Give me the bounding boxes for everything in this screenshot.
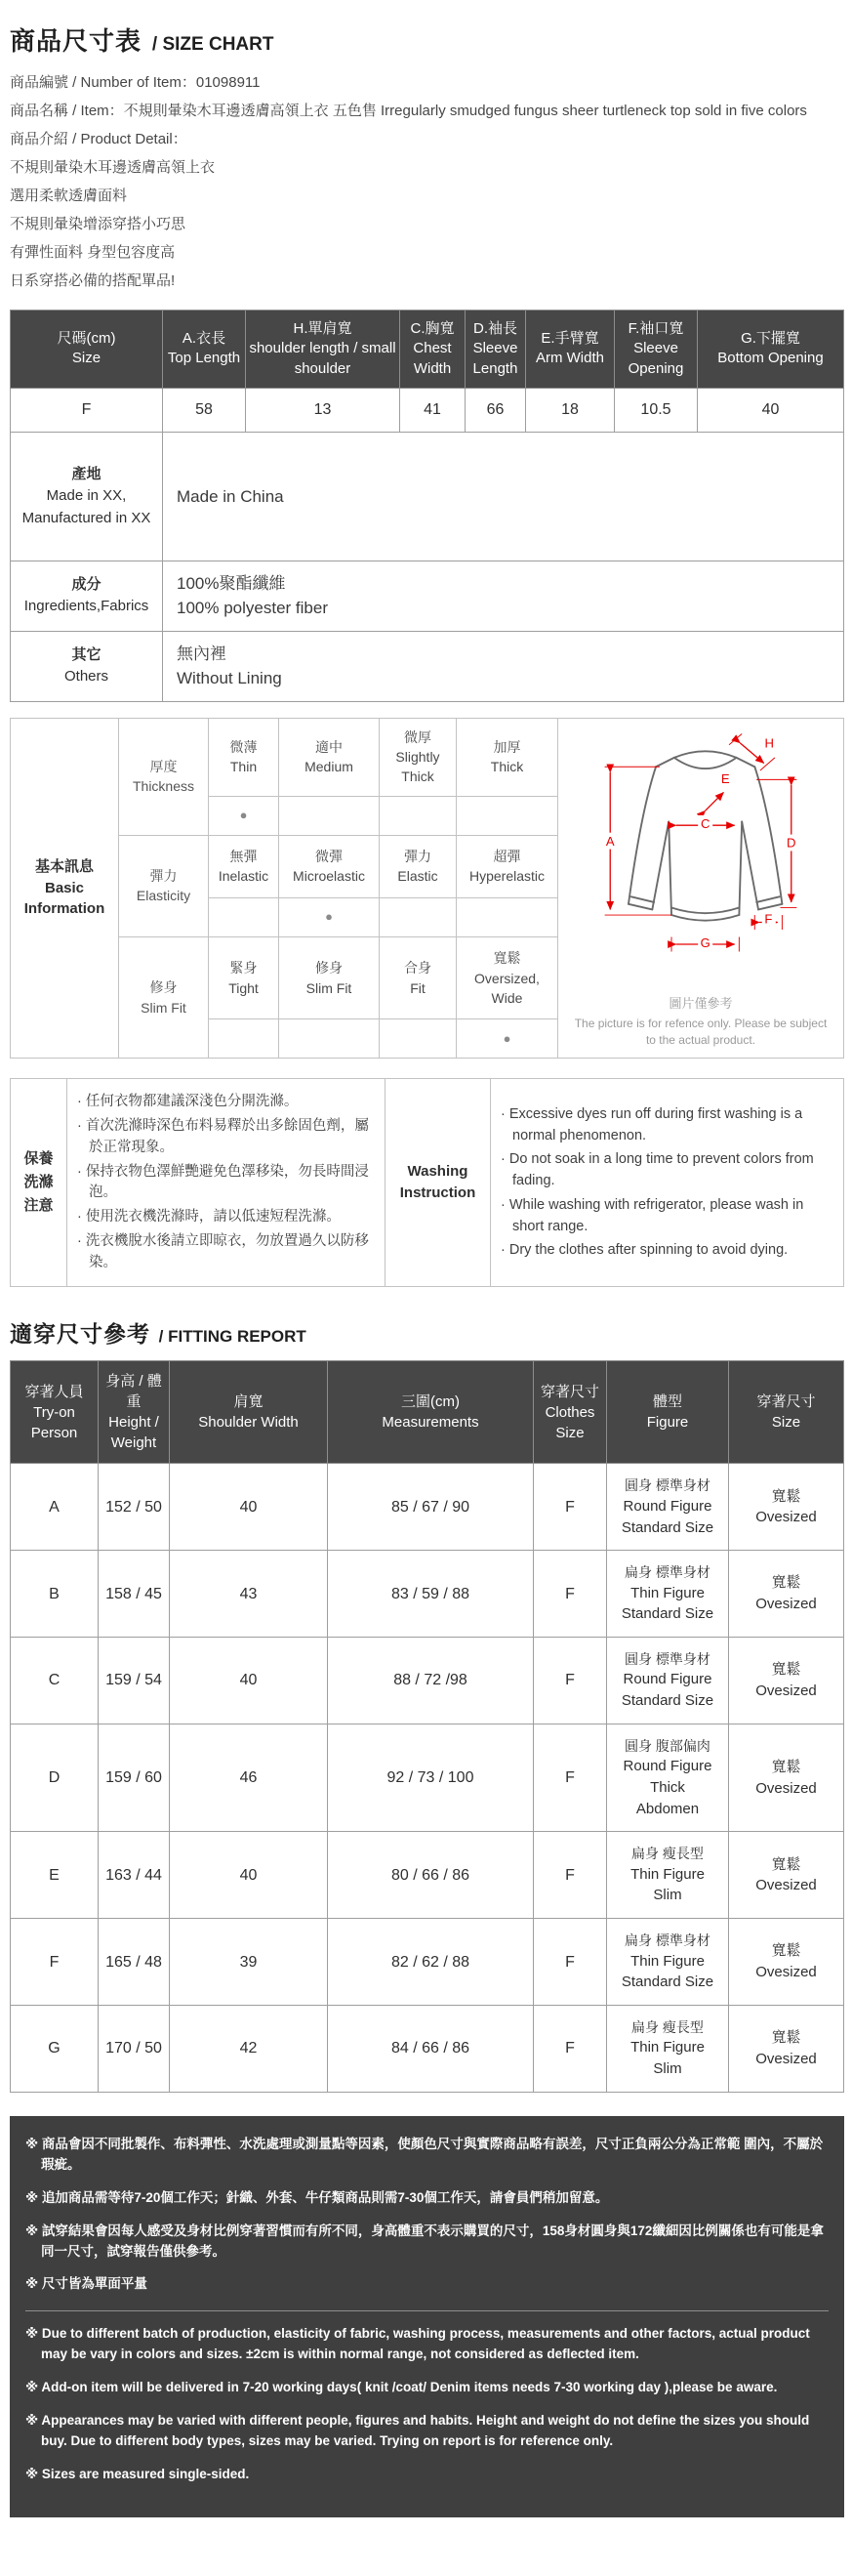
fitting-col-header	[99, 1361, 170, 1464]
label-e: E	[720, 770, 730, 786]
fit-size	[729, 1464, 844, 1551]
fit-en: Ovesized	[755, 1779, 817, 1797]
fabric-value	[163, 561, 844, 631]
shoulder: 46	[170, 1724, 328, 1832]
fitting-title-zh: 適穿尺寸參考	[10, 1321, 150, 1348]
fit-zh: 寬鬆	[771, 1661, 801, 1679]
washing-items-zh	[67, 1079, 385, 1287]
thickness-attr	[119, 718, 209, 835]
elasticity-option	[279, 835, 380, 897]
option-zh: 適中	[315, 738, 343, 755]
height-weight: 152 / 50	[99, 1464, 170, 1551]
product-detail-line: 不規則暈染增添穿搭小巧思	[10, 216, 186, 232]
col-en: Measurements	[382, 1414, 479, 1432]
others-value	[163, 631, 844, 701]
label-f: F	[764, 911, 773, 927]
fitting-row	[11, 1832, 844, 1919]
note-item: ※ 追加商品需等待7-20個工作天；針織、外套、牛仔類商品則需7-30個工作天，請會員們稍加留意。	[25, 2189, 609, 2205]
washing-item: · 洗衣機脫水後請立即晾衣，勿放置過久以防移染。	[77, 1232, 369, 1270]
fabric-label-en: Ingredients,Fabrics	[23, 598, 149, 615]
diagram-caption-zh: 圖片僅參考	[669, 996, 733, 1012]
size-col-header	[615, 311, 698, 389]
option-zh: 微彈	[315, 848, 343, 864]
page-title-en: / SIZE CHART	[151, 34, 274, 55]
figure-en: Round Figure Thick Abdomen	[623, 1758, 712, 1817]
col-zh: E.手臂寬	[541, 330, 599, 348]
fitting-row	[11, 1551, 844, 1638]
item-number-line: 商品編號 / Number of Item：01098911	[10, 74, 261, 91]
fit-dot	[279, 1019, 380, 1059]
fit-en: Ovesized	[755, 1964, 817, 1981]
clothes-size: F	[534, 1638, 607, 1724]
option-zh: 無彈	[229, 848, 258, 864]
clothes-size: F	[534, 1551, 607, 1638]
others-label-en: Others	[63, 668, 108, 686]
shoulder: 43	[170, 1551, 328, 1638]
col-en: Height / Weight	[108, 1414, 159, 1452]
label-d: D	[787, 835, 796, 851]
figure-zh: 扁身 瘦長型	[631, 1846, 704, 1862]
fitting-col-header	[534, 1361, 607, 1464]
figure-en: Thin Figure Standard Size	[621, 1584, 714, 1623]
size-value: 18	[526, 388, 615, 432]
fabric-value-en: 100% polyester fiber	[177, 599, 328, 618]
option-en: Fit	[410, 979, 426, 996]
measurements: 85 / 67 / 90	[328, 1464, 534, 1551]
basic-info-table	[10, 718, 844, 1059]
option-zh: 加厚	[493, 738, 521, 755]
option-zh: 緊身	[229, 960, 258, 976]
figure	[607, 1832, 729, 1919]
col-zh: C.胸寬	[410, 320, 455, 337]
col-zh: 尺碼(cm)	[57, 330, 116, 348]
label-h: H	[764, 735, 775, 751]
elasticity-dot	[457, 897, 558, 936]
option-en: Microelastic	[293, 868, 365, 885]
basic-info-label-en: Basic Information	[23, 879, 105, 918]
option-zh: 超彈	[493, 848, 521, 864]
col-en: Sleeve Opening	[628, 340, 684, 377]
col-en: Clothes Size	[545, 1403, 595, 1441]
shoulder: 39	[170, 1919, 328, 2006]
col-zh: G.下擺寬	[741, 330, 800, 348]
clothes-size: F	[534, 2006, 607, 2093]
fabric-label-zh: 成分	[71, 575, 101, 593]
notes-footer	[10, 2116, 844, 2517]
washing-item: · 使用洗衣機洗滌時，請以低速短程洗滌。	[77, 1209, 341, 1226]
size-table-data-row	[11, 388, 844, 432]
figure	[607, 1919, 729, 2006]
measurements: 92 / 73 / 100	[328, 1724, 534, 1832]
fit-en: Ovesized	[755, 1877, 817, 1894]
fit-option	[209, 936, 279, 1019]
figure	[607, 2006, 729, 2093]
item-name-line: 商品名稱 / Item：不規則暈染木耳邊透膚高領上衣 五色售 Irregularly smudged fungus sheer turtleneck top sold in five colors	[10, 103, 807, 119]
option-zh: 合身	[404, 960, 431, 976]
fitting-col-header	[729, 1361, 844, 1464]
option-en: Medium	[304, 759, 353, 775]
col-en: Size	[771, 1414, 801, 1432]
size-value: 40	[698, 388, 844, 432]
option-en: Inelastic	[218, 868, 269, 885]
label-c: C	[700, 815, 710, 831]
washing-item: · 首次洗滌時深色布料易釋於出多餘固色劑，屬於正常現象。	[77, 1118, 369, 1155]
person: A	[11, 1464, 99, 1551]
notes-zh	[25, 2135, 829, 2296]
notes-en	[25, 2324, 829, 2485]
option-en: Oversized, Wide	[474, 970, 540, 1006]
origin-label-zh: 產地	[71, 465, 101, 482]
label-a: A	[605, 833, 615, 849]
option-zh: 微厚	[404, 728, 431, 745]
attr-zh: 厚度	[149, 758, 178, 774]
washing-item: · 保持衣物色澤鮮艷避免色澤移染，勿長時間浸泡。	[77, 1163, 369, 1201]
attr-en: Slim Fit	[141, 999, 186, 1016]
shoulder: 40	[170, 1832, 328, 1919]
size-col-header	[163, 311, 246, 389]
fitting-row	[11, 1464, 844, 1551]
figure-zh: 扁身 標準身材	[625, 1564, 710, 1581]
note-item: ※ 試穿結果會因每人感受及身材比例穿著習慣而有所不同，身高體重不表示購買的尺寸，158身材圓身與172纖細因比例關係也有可能是拿同一尺寸，試穿報告僅供參考。	[25, 2223, 824, 2259]
figure-zh: 圓身 腹部偏肉	[625, 1737, 710, 1754]
washing-items-en	[491, 1079, 844, 1287]
clothes-size: F	[534, 1724, 607, 1832]
note-item: ※ Due to different batch of production, elasticity of fabric, washing process, measurements and other factors, actual product may be vary in colors and sizes. ±2cm is within normal range, not considered as deflected item.	[25, 2326, 810, 2362]
person: B	[11, 1551, 99, 1638]
diagram-caption-en: The picture is for refence only. Please be subject to the actual product.	[574, 1016, 828, 1047]
thickness-option	[457, 718, 558, 796]
fit-dot: ●	[457, 1019, 558, 1059]
product-info-table	[10, 432, 844, 702]
product-detail-label: 商品介紹 / Product Detail：	[10, 131, 187, 147]
fitting-title-en: / FITTING REPORT	[158, 1327, 306, 1347]
fabric-label	[11, 561, 163, 631]
fitting-row	[11, 2006, 844, 2093]
figure-zh: 扁身 瘦長型	[631, 2019, 704, 2036]
elasticity-option	[457, 835, 558, 897]
page-title	[10, 21, 844, 58]
figure-en: Round Figure Standard Size	[621, 1671, 714, 1710]
size-value: 66	[466, 388, 526, 432]
thickness-dot: ●	[209, 796, 279, 835]
shoulder: 40	[170, 1464, 328, 1551]
fit-zh: 寬鬆	[771, 2029, 801, 2047]
size-table	[10, 310, 844, 433]
product-detail-line: 不規則暈染木耳邊透膚高領上衣	[10, 159, 216, 176]
others-value-en: Without Lining	[177, 669, 282, 688]
fit-en: Ovesized	[755, 1596, 817, 1613]
size-col-header	[698, 311, 844, 389]
elasticity-option	[209, 835, 279, 897]
fit-attr	[119, 936, 209, 1059]
size-value: F	[11, 388, 163, 432]
option-zh: 彈力	[404, 848, 431, 864]
figure-en: Round Figure Standard Size	[621, 1497, 714, 1536]
fabric-value-zh: 100%聚酯纖維	[177, 573, 286, 593]
col-en: Top Length	[167, 350, 241, 367]
fitting-col-header	[328, 1361, 534, 1464]
basic-info-label-zh: 基本訊息	[34, 857, 94, 875]
col-zh: D.袖長	[472, 320, 517, 337]
person: G	[11, 2006, 99, 2093]
notes-divider	[25, 2310, 829, 2311]
origin-label	[11, 432, 163, 561]
fit-zh: 寬鬆	[771, 1855, 801, 1873]
option-en: Hyperelastic	[468, 868, 546, 885]
washing-label-zh-line: 注意	[23, 1197, 54, 1215]
measurements: 84 / 66 / 86	[328, 2006, 534, 2093]
attr-en: Thickness	[132, 778, 195, 795]
figure-zh: 圓身 標準身材	[625, 1477, 710, 1494]
washing-item: · While washing with refrigerator, please wash in short range.	[501, 1196, 804, 1234]
option-en: Elastic	[397, 868, 438, 885]
figure	[607, 1638, 729, 1724]
fit-size	[729, 1638, 844, 1724]
size-value: 10.5	[615, 388, 698, 432]
col-zh: 肩寬	[233, 1393, 264, 1411]
height-weight: 159 / 54	[99, 1638, 170, 1724]
origin-value: Made in China	[163, 432, 844, 561]
height-weight: 165 / 48	[99, 1919, 170, 2006]
origin-row	[11, 432, 844, 561]
height-weight: 170 / 50	[99, 2006, 170, 2093]
col-en: Arm Width	[535, 350, 604, 367]
fitting-col-header	[170, 1361, 328, 1464]
page-title-zh: 商品尺寸表	[10, 26, 142, 56]
thickness-dot	[279, 796, 380, 835]
label-g: G	[700, 935, 710, 950]
col-zh: 穿著尺寸	[540, 1383, 599, 1400]
figure	[607, 1464, 729, 1551]
figure-en: Thin Figure Standard Size	[621, 1952, 714, 1991]
fit-size	[729, 1724, 844, 1832]
person: C	[11, 1638, 99, 1724]
washing-item: · Do not soak in a long time to prevent colors from fading.	[501, 1151, 814, 1189]
height-weight: 158 / 45	[99, 1551, 170, 1638]
option-en: Thick	[490, 759, 524, 775]
fit-dot	[209, 1019, 279, 1059]
others-label	[11, 631, 163, 701]
measurements: 88 / 72 /98	[328, 1638, 534, 1724]
figure-en: Thin Figure Slim	[630, 2039, 705, 2078]
col-zh: 穿著尺寸	[756, 1393, 816, 1411]
figure-zh: 圓身 標準身材	[625, 1651, 710, 1668]
figure-en: Thin Figure Slim	[630, 1865, 705, 1904]
thickness-option	[209, 718, 279, 796]
option-zh: 修身	[315, 960, 343, 976]
measurement-diagram-cell	[558, 718, 844, 1059]
person: F	[11, 1919, 99, 2006]
others-value-zh: 無內裡	[177, 644, 226, 663]
col-zh: 穿著人員	[24, 1383, 84, 1400]
washing-item: · 任何衣物都建議深淺色分開洗滌。	[77, 1094, 299, 1110]
elasticity-dot	[209, 897, 279, 936]
fitting-col-header	[11, 1361, 99, 1464]
option-zh: 寬鬆	[493, 950, 521, 967]
shoulder: 42	[170, 2006, 328, 2093]
fit-zh: 寬鬆	[771, 1758, 801, 1775]
clothes-size: F	[534, 1464, 607, 1551]
washing-table	[10, 1078, 844, 1287]
fitting-col-header	[607, 1361, 729, 1464]
col-zh: H.單肩寬	[293, 320, 352, 337]
person: E	[11, 1832, 99, 1919]
product-meta	[10, 69, 844, 294]
shoulder: 40	[170, 1638, 328, 1724]
fit-zh: 寬鬆	[771, 1574, 801, 1592]
fit-zh: 寬鬆	[771, 1942, 801, 1960]
fitting-report-title	[10, 1316, 844, 1349]
elasticity-dot	[380, 897, 457, 936]
option-en: Tight	[228, 979, 259, 996]
height-weight: 163 / 44	[99, 1832, 170, 1919]
fitting-report-table	[10, 1360, 844, 2092]
col-zh: A.衣長	[182, 330, 226, 348]
size-col-header	[246, 311, 400, 389]
figure	[607, 1551, 729, 1638]
option-zh: 微薄	[229, 738, 258, 755]
measurements: 82 / 62 / 88	[328, 1919, 534, 2006]
size-value: 13	[246, 388, 400, 432]
fabric-row	[11, 561, 844, 631]
fit-size	[729, 1832, 844, 1919]
fitting-header-row	[11, 1361, 844, 1464]
note-item: ※ Appearances may be varied with different people, figures and habits. Height and weight do not define the sizes you should buy. Due to different body types, sizes may be varied. Trying on report is for reference only.	[25, 2413, 810, 2449]
fit-option	[279, 936, 380, 1019]
product-detail-line: 選用柔軟透膚面料	[10, 187, 128, 204]
person: D	[11, 1724, 99, 1832]
col-zh: 三圍(cm)	[401, 1393, 460, 1411]
option-en: Slim Fit	[305, 979, 352, 996]
washing-item: · Dry the clothes after spinning to avoid dying.	[501, 1242, 789, 1259]
thickness-option	[380, 718, 457, 796]
note-item: ※ 商品會因不同批製作、布料彈性、水洗處理或測量點等因素，使顏色尺寸與實際商品略有誤差，尺寸正負兩公分為正常範 圍內，不屬於瑕疵。	[25, 2136, 824, 2172]
washing-row	[11, 1079, 844, 1287]
fit-zh: 寬鬆	[771, 1487, 801, 1505]
measurements: 80 / 66 / 86	[328, 1832, 534, 1919]
thickness-label-row	[11, 718, 844, 796]
others-row	[11, 631, 844, 701]
clothes-size: F	[534, 1919, 607, 2006]
fit-en: Ovesized	[755, 1682, 817, 1699]
washing-label-zh-line: 保養	[23, 1150, 54, 1168]
basic-info-label	[11, 718, 119, 1059]
size-col-header	[11, 311, 163, 389]
washing-label-zh	[11, 1079, 67, 1287]
origin-label-en: Made in XX, Manufactured in XX	[21, 487, 151, 526]
note-item: ※ 尺寸皆為單面平量	[25, 2276, 147, 2292]
thickness-dot	[380, 796, 457, 835]
others-label-zh: 其它	[71, 645, 101, 663]
col-en: Size	[71, 350, 101, 367]
elasticity-option	[380, 835, 457, 897]
fit-size	[729, 1919, 844, 2006]
attr-zh: 彈力	[149, 867, 178, 884]
size-col-header	[400, 311, 466, 389]
thickness-option	[279, 718, 380, 796]
fitting-row	[11, 1919, 844, 2006]
height-weight: 159 / 60	[99, 1724, 170, 1832]
col-en: Sleeve Length	[472, 340, 518, 377]
measurements: 83 / 59 / 88	[328, 1551, 534, 1638]
col-en: shoulder length / small shoulder	[249, 340, 396, 377]
fit-en: Ovesized	[755, 2050, 817, 2067]
size-col-header	[466, 311, 526, 389]
product-detail-line: 日系穿搭必備的搭配單品!	[10, 272, 176, 289]
col-zh: F.袖口寬	[628, 320, 684, 337]
option-en: Thin	[229, 759, 258, 775]
fit-size	[729, 2006, 844, 2093]
option-en: Slightly Thick	[395, 749, 440, 785]
size-table-header-row	[11, 311, 844, 389]
fit-en: Ovesized	[755, 1509, 817, 1526]
figure-zh: 扁身 標準身材	[625, 1932, 710, 1949]
elasticity-attr	[119, 835, 209, 936]
elasticity-dot: ●	[279, 897, 380, 936]
clothes-size: F	[534, 1832, 607, 1919]
sweater-outline	[629, 751, 782, 920]
col-en: Bottom Opening	[717, 350, 824, 367]
col-en: Shoulder Width	[198, 1414, 299, 1432]
fit-size	[729, 1551, 844, 1638]
col-en: Try-on Person	[30, 1403, 78, 1441]
col-en: Figure	[646, 1414, 689, 1432]
washing-label-en: Washing Instruction	[385, 1079, 491, 1287]
size-col-header	[526, 311, 615, 389]
attr-en: Elasticity	[136, 888, 191, 904]
col-en: Chest Width	[413, 340, 452, 377]
fit-option	[380, 936, 457, 1019]
size-value: 58	[163, 388, 246, 432]
thickness-dot	[457, 796, 558, 835]
fit-dot	[380, 1019, 457, 1059]
col-zh: 身高 / 體重	[105, 1373, 162, 1411]
size-value: 41	[400, 388, 466, 432]
col-zh: 體型	[652, 1393, 682, 1411]
fitting-row	[11, 1724, 844, 1832]
note-item: ※ Add-on item will be delivered in 7-20 working days( knit /coat/ Denim items needs 7-30 working day ),please be aware.	[25, 2380, 778, 2395]
fitting-row	[11, 1638, 844, 1724]
figure	[607, 1724, 729, 1832]
note-item: ※ Sizes are measured single-sided.	[25, 2466, 250, 2481]
washing-item: · Excessive dyes run off during first washing is a normal phenomenon.	[501, 1105, 803, 1143]
product-detail-line: 有彈性面料 身型包容度高	[10, 244, 176, 261]
washing-label-zh-line: 洗滌	[23, 1174, 54, 1191]
attr-zh: 修身	[149, 979, 178, 996]
garment-measurement-diagram	[568, 727, 833, 988]
fit-option	[457, 936, 558, 1019]
